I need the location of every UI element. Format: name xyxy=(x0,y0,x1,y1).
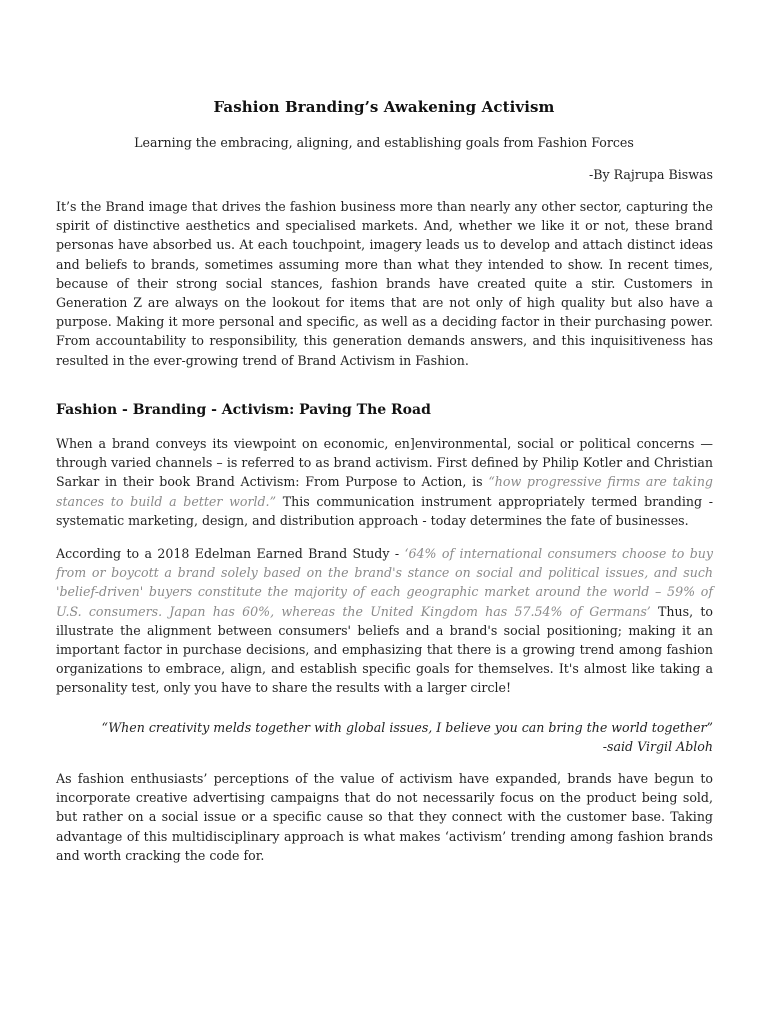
closing-paragraph: As fashion enthusiasts’ perceptions of the value of activism have expanded, brands have begun to incorporate creative advertising campaigns that do not necessarily focus on the product being sold, but rather on a social issue or a specific cause so that they connect with the customer base. Taking advantage of this multidisciplinary approach is what makes ‘activism’ trending among fashion brands and worth cracking the code for. xyxy=(56,771,713,863)
edelman-study-paragraph xyxy=(56,544,713,698)
brand-activism-paragraph xyxy=(56,434,713,530)
article-title: Fashion Branding’s Awakening Activism xyxy=(213,98,555,116)
edelman-quote: ‘64% of international consumers choose to buy from or boycott a brand solely based on the brand's stance on social and political issues, and such 'belief-driven' buyers constitute the majority of each geographic market around the world – 59% of U.S. consumers. Japan has 60%, whereas the United Kingdom has 57.54% of Germans’ xyxy=(56,546,713,619)
pull-quote: “When creativity melds together with global issues, I believe you can bring the world together” xyxy=(101,720,713,735)
pull-quote-attribution: -said Virgil Abloh xyxy=(602,739,713,755)
intro-paragraph: It’s the Brand image that drives the fashion business more than nearly any other sector, capturing the spirit of distinctive aesthetics and specialised markets. And, whether we like it or not, these brand personas have absorbed us. At each touchpoint, imagery leads us to develop and attach distinct ideas and beliefs to brands, sometimes assuming more than what they intended to show. In recent times, because of their strong social stances, fashion brands have created quite a stir. Customers in Generation Z are always on the lookout for items that are not only of high quality but also have a purpose. Making it more personal and specific, as well as a deciding factor in their purchasing power. From accountability to responsibility, this generation demands answers, and this inquisitiveness has resulted in the ever-growing trend of Brand Activism in Fashion. xyxy=(56,199,713,368)
kotler-quote: “how progressive firms are taking stances to build a better world.” xyxy=(56,474,713,509)
paragraph-text: Thus, to illustrate the alignment between consumers' beliefs and a brand's social positioning; making it an important factor in purchase decisions, and emphasizing that there is a growing trend among fashion organizations to embrace, align, and establish specific goals for themselves. It's almost like taking a personality test, only you have to share the results with a larger circle! xyxy=(56,603,713,696)
pull-quote-block xyxy=(56,718,713,756)
paragraph-text: This communication instrument appropriately termed branding - systematic marketing, design, and distribution approach - today determines the fate of businesses. xyxy=(56,493,714,528)
author-byline: -By Rajrupa Biswas xyxy=(588,167,713,182)
section-heading: Fashion - Branding - Activism: Paving The Road xyxy=(56,402,431,418)
article-subtitle: Learning the embracing, aligning, and establishing goals from Fashion Forces xyxy=(134,135,634,150)
paragraph-text: When a brand conveys its viewpoint on economic, en]environmental, social or political concerns — through varied channels – is referred to as brand activism. First defined by Philip Kotler and Christian Sarkar in their book Brand Activism: From Purpose to Action, is xyxy=(56,436,713,490)
paragraph-text: According to a 2018 Edelman Earned Brand Study - xyxy=(56,546,405,561)
